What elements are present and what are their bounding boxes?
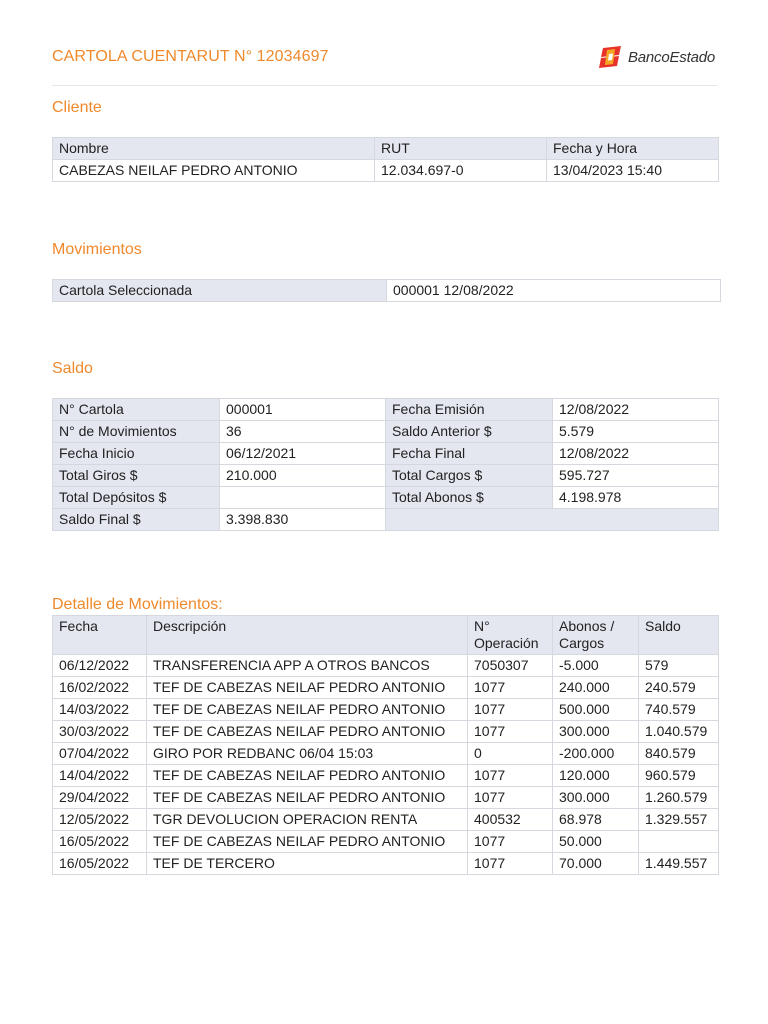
- cliente-nombre: CABEZAS NEILAF PEDRO ANTONIO: [53, 160, 375, 182]
- movimiento-fecha: 14/04/2022: [53, 765, 147, 787]
- movimientos-section-title: Movimientos: [52, 241, 142, 258]
- movimiento-monto: 240.000: [553, 677, 639, 699]
- movimiento-row: [53, 831, 719, 853]
- saldo-value-left: 36: [220, 421, 386, 443]
- cliente-header-fecha: Fecha y Hora: [547, 138, 719, 160]
- movimiento-row: [53, 787, 719, 809]
- saldo-row: [53, 421, 719, 443]
- saldo-value-right: 12/08/2022: [553, 443, 719, 465]
- movimiento-monto: -200.000: [553, 743, 639, 765]
- saldo-label-left: N° Cartola: [53, 399, 220, 421]
- detalle-table-body: [53, 655, 719, 875]
- saldo-label-right: Fecha Emisión: [386, 399, 553, 421]
- cartola-seleccionada-value: 000001 12/08/2022: [387, 280, 721, 302]
- cliente-header-rut: RUT: [375, 138, 547, 160]
- movimiento-row: [53, 809, 719, 831]
- cliente-section-title: Cliente: [52, 99, 102, 116]
- detalle-header-abonos-cargos: Abonos / Cargos: [553, 616, 639, 655]
- movimiento-fecha: 16/05/2022: [53, 831, 147, 853]
- movimiento-saldo: 579: [639, 655, 719, 677]
- saldo-value-left: 000001: [220, 399, 386, 421]
- movimiento-fecha: 29/04/2022: [53, 787, 147, 809]
- saldo-value-left: 06/12/2021: [220, 443, 386, 465]
- detalle-header-operacion: N° Operación: [468, 616, 553, 655]
- movimiento-row: [53, 655, 719, 677]
- saldo-label-right: Fecha Final: [386, 443, 553, 465]
- saldo-value-right: 12/08/2022: [553, 399, 719, 421]
- movimiento-saldo: [639, 831, 719, 853]
- movimiento-descripcion: TEF DE CABEZAS NEILAF PEDRO ANTONIO: [147, 721, 468, 743]
- movimiento-descripcion: GIRO POR REDBANC 06/04 15:03: [147, 743, 468, 765]
- saldo-label-left: Total Giros $: [53, 465, 220, 487]
- saldo-table: [52, 398, 719, 531]
- movimiento-descripcion: TEF DE TERCERO: [147, 853, 468, 875]
- movimiento-descripcion: TEF DE CABEZAS NEILAF PEDRO ANTONIO: [147, 677, 468, 699]
- detalle-table: [52, 615, 719, 875]
- cliente-value-row: [53, 160, 719, 182]
- movimiento-saldo: 740.579: [639, 699, 719, 721]
- bancoestado-logo-text: BancoEstado: [627, 48, 715, 66]
- detalle-header-row: [53, 616, 719, 655]
- movimiento-descripcion: TEF DE CABEZAS NEILAF PEDRO ANTONIO: [147, 765, 468, 787]
- movimiento-row: [53, 677, 719, 699]
- movimiento-fecha: 14/03/2022: [53, 699, 147, 721]
- saldo-row: [53, 399, 719, 421]
- movimiento-descripcion: TEF DE CABEZAS NEILAF PEDRO ANTONIO: [147, 787, 468, 809]
- saldo-value-right: 4.198.978: [553, 487, 719, 509]
- movimiento-fecha: 06/12/2022: [53, 655, 147, 677]
- movimiento-operacion: 1077: [468, 699, 553, 721]
- movimiento-operacion: 1077: [468, 677, 553, 699]
- cliente-header-nombre: Nombre: [53, 138, 375, 160]
- movimiento-operacion: 7050307: [468, 655, 553, 677]
- movimiento-fecha: 07/04/2022: [53, 743, 147, 765]
- saldo-value-left: [220, 487, 386, 509]
- movimiento-operacion: 1077: [468, 721, 553, 743]
- cartola-seleccionada-row: [53, 280, 721, 302]
- saldo-value-right: 595.727: [553, 465, 719, 487]
- movimiento-saldo: 1.449.557: [639, 853, 719, 875]
- saldo-label-left: N° de Movimientos: [53, 421, 220, 443]
- movimiento-saldo: 1.260.579: [639, 787, 719, 809]
- movimiento-operacion: 1077: [468, 831, 553, 853]
- detalle-section-title: Detalle de Movimientos:: [52, 596, 223, 613]
- saldo-section-title: Saldo: [52, 360, 93, 377]
- movimiento-descripcion: TGR DEVOLUCION OPERACION RENTA: [147, 809, 468, 831]
- movimiento-saldo: 840.579: [639, 743, 719, 765]
- movimiento-monto: 300.000: [553, 721, 639, 743]
- saldo-empty-cell: [386, 509, 719, 531]
- document-title: CARTOLA CUENTARUT N° 12034697: [52, 48, 329, 65]
- movimiento-descripcion: TEF DE CABEZAS NEILAF PEDRO ANTONIO: [147, 699, 468, 721]
- movimiento-operacion: 0: [468, 743, 553, 765]
- bancoestado-logo-icon: [599, 46, 625, 68]
- movimiento-row: [53, 721, 719, 743]
- saldo-label-right: Saldo Anterior $: [386, 421, 553, 443]
- saldo-label-right: Total Abonos $: [386, 487, 553, 509]
- cartola-seleccionada-label: Cartola Seleccionada: [53, 280, 387, 302]
- saldo-row: [53, 509, 719, 531]
- detalle-header-fecha: Fecha: [53, 616, 147, 655]
- cliente-header-row: [53, 138, 719, 160]
- saldo-row: [53, 443, 719, 465]
- movimiento-operacion: 1077: [468, 765, 553, 787]
- movimiento-saldo: 960.579: [639, 765, 719, 787]
- movimiento-monto: 300.000: [553, 787, 639, 809]
- saldo-label-left: Saldo Final $: [53, 509, 220, 531]
- movimiento-fecha: 30/03/2022: [53, 721, 147, 743]
- movimiento-monto: 120.000: [553, 765, 639, 787]
- movimiento-fecha: 16/02/2022: [53, 677, 147, 699]
- movimiento-row: [53, 765, 719, 787]
- movimiento-operacion: 1077: [468, 787, 553, 809]
- movimiento-monto: 70.000: [553, 853, 639, 875]
- movimiento-descripcion: TRANSFERENCIA APP A OTROS BANCOS: [147, 655, 468, 677]
- saldo-value-right: 5.579: [553, 421, 719, 443]
- movimiento-monto: 500.000: [553, 699, 639, 721]
- movimiento-saldo: 240.579: [639, 677, 719, 699]
- bancoestado-logo: [599, 46, 715, 68]
- cliente-fecha-hora: 13/04/2023 15:40: [547, 160, 719, 182]
- cliente-table: [52, 137, 719, 182]
- movimiento-saldo: 1.040.579: [639, 721, 719, 743]
- movimiento-operacion: 1077: [468, 853, 553, 875]
- saldo-label-right: Total Cargos $: [386, 465, 553, 487]
- movimiento-operacion: 400532: [468, 809, 553, 831]
- movimiento-monto: 68.978: [553, 809, 639, 831]
- movimientos-table: [52, 279, 721, 302]
- movimiento-monto: 50.000: [553, 831, 639, 853]
- detalle-header-saldo: Saldo: [639, 616, 719, 655]
- saldo-value-left: 210.000: [220, 465, 386, 487]
- movimiento-row: [53, 699, 719, 721]
- saldo-label-left: Fecha Inicio: [53, 443, 220, 465]
- saldo-value-left: 3.398.830: [220, 509, 386, 531]
- saldo-row: [53, 465, 719, 487]
- saldo-row: [53, 487, 719, 509]
- movimiento-fecha: 12/05/2022: [53, 809, 147, 831]
- saldo-table-body: [53, 399, 719, 531]
- movimiento-fecha: 16/05/2022: [53, 853, 147, 875]
- movimiento-row: [53, 853, 719, 875]
- saldo-label-left: Total Depósitos $: [53, 487, 220, 509]
- movimiento-descripcion: TEF DE CABEZAS NEILAF PEDRO ANTONIO: [147, 831, 468, 853]
- cliente-rut: 12.034.697-0: [375, 160, 547, 182]
- detalle-header-descripcion: Descripción: [147, 616, 468, 655]
- movimiento-saldo: 1.329.557: [639, 809, 719, 831]
- movimiento-row: [53, 743, 719, 765]
- document-header: [52, 48, 717, 86]
- movimiento-monto: -5.000: [553, 655, 639, 677]
